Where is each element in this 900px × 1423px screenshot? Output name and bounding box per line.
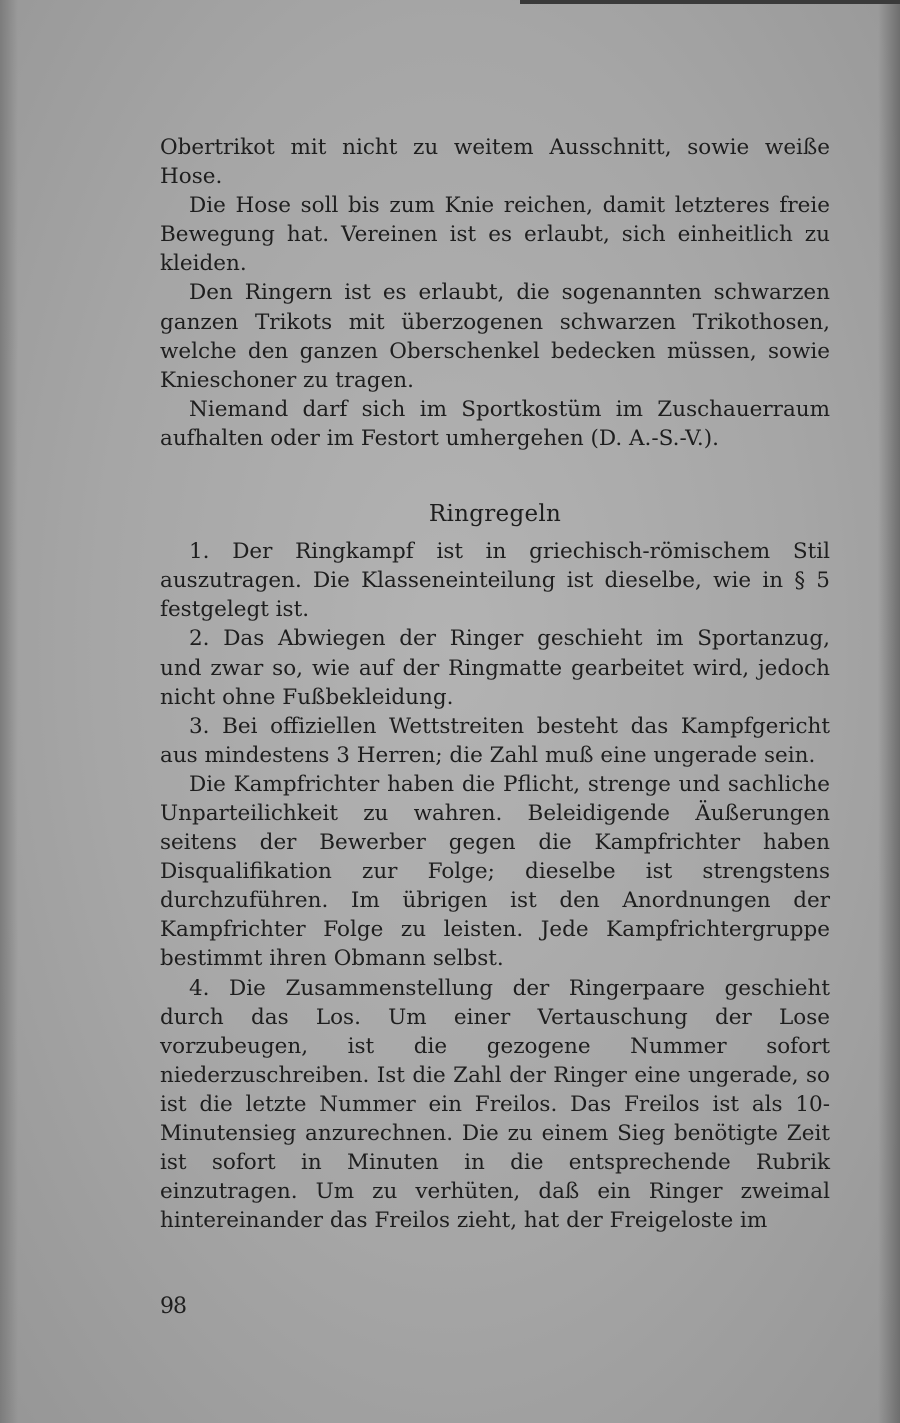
section-heading: Ringregeln: [428, 501, 562, 528]
paragraph-hose: Die Hose soll bis zum Knie reichen, damit letzteres freie Bewegung hat. Vereinen ist es erlaubt, sich einheitlich zu kleiden.: [160, 193, 830, 277]
continuation-paragraph: Obertrikot mit nicht zu weitem Ausschnitt, sowie weiße Hose.: [160, 135, 830, 190]
rule-4: 4. Die Zusammenstellung der Ringerpaare geschieht durch das Los. Um einer Vertauschung der Lose vorzubeugen, ist die gezogene Nummer sofort niederzuschreiben. Ist die Zahl der Ringer eine ungerade, so ist die letzte Nummer ein Freilos. Das Freilos ist als 10-Minutensieg anzurechnen. Die zu einem Sieg benötigte Zeit ist sofort in Minuten in die entsprechende Rubrik einzutragen. Um zu verhüten, daß ein Ringer zweimal hintereinander das Freilos zieht, hat der Freigeloste im: [160, 975, 830, 1234]
paragraph-trikots: Den Ringern ist es erlaubt, die sogenannten schwarzen ganzen Trikots mit überzogenen schwarzen Trikothosen, welche den ganzen Oberschenkel bedecken müssen, sowie Knieschoner zu tragen.: [160, 280, 830, 393]
body-text: [160, 133, 830, 1235]
rule-2: 2. Das Abwiegen der Ringer geschieht im Sportanzug, und zwar so, wie auf der Ringmatte gearbeitet wird, jedoch nicht ohne Fußbekleidung.: [160, 626, 830, 710]
paragraph-sportkostuem: Niemand darf sich im Sportkostüm im Zuschauerraum aufhalten oder im Festort umhergehen (D. A.-S.-V.).: [160, 396, 830, 451]
page-number: 98: [160, 1294, 186, 1319]
rule-3-kampfrichter: Die Kampfrichter haben die Pflicht, strenge und sachliche Unparteilichkeit zu wahren. Beleidigende Äußerungen seitens der Bewerber gegen die Kampfrichter haben Disqualifikation zur Folge; dieselbe ist strengstens durchzuführen. Im übrigen ist den Anordnungen der Kampfrichter Folge zu leisten. Jede Kampfrichtergruppe bestimmt ihren Obmann selbst.: [160, 771, 830, 972]
rule-1: 1. Der Ringkampf ist in griechisch-römischem Stil auszutragen. Die Klasseneinteilung ist dieselbe, wie in § 5 festgelegt ist.: [160, 539, 830, 623]
page-top-edge: [520, 0, 900, 4]
page-edge-shadow-right: [878, 0, 900, 1423]
page-edge-shadow-left: [0, 0, 18, 1423]
rule-3: 3. Bei offiziellen Wettstreiten besteht das Kampfgericht aus mindestens 3 Herren; die Zahl muß eine ungerade sein.: [160, 713, 830, 768]
